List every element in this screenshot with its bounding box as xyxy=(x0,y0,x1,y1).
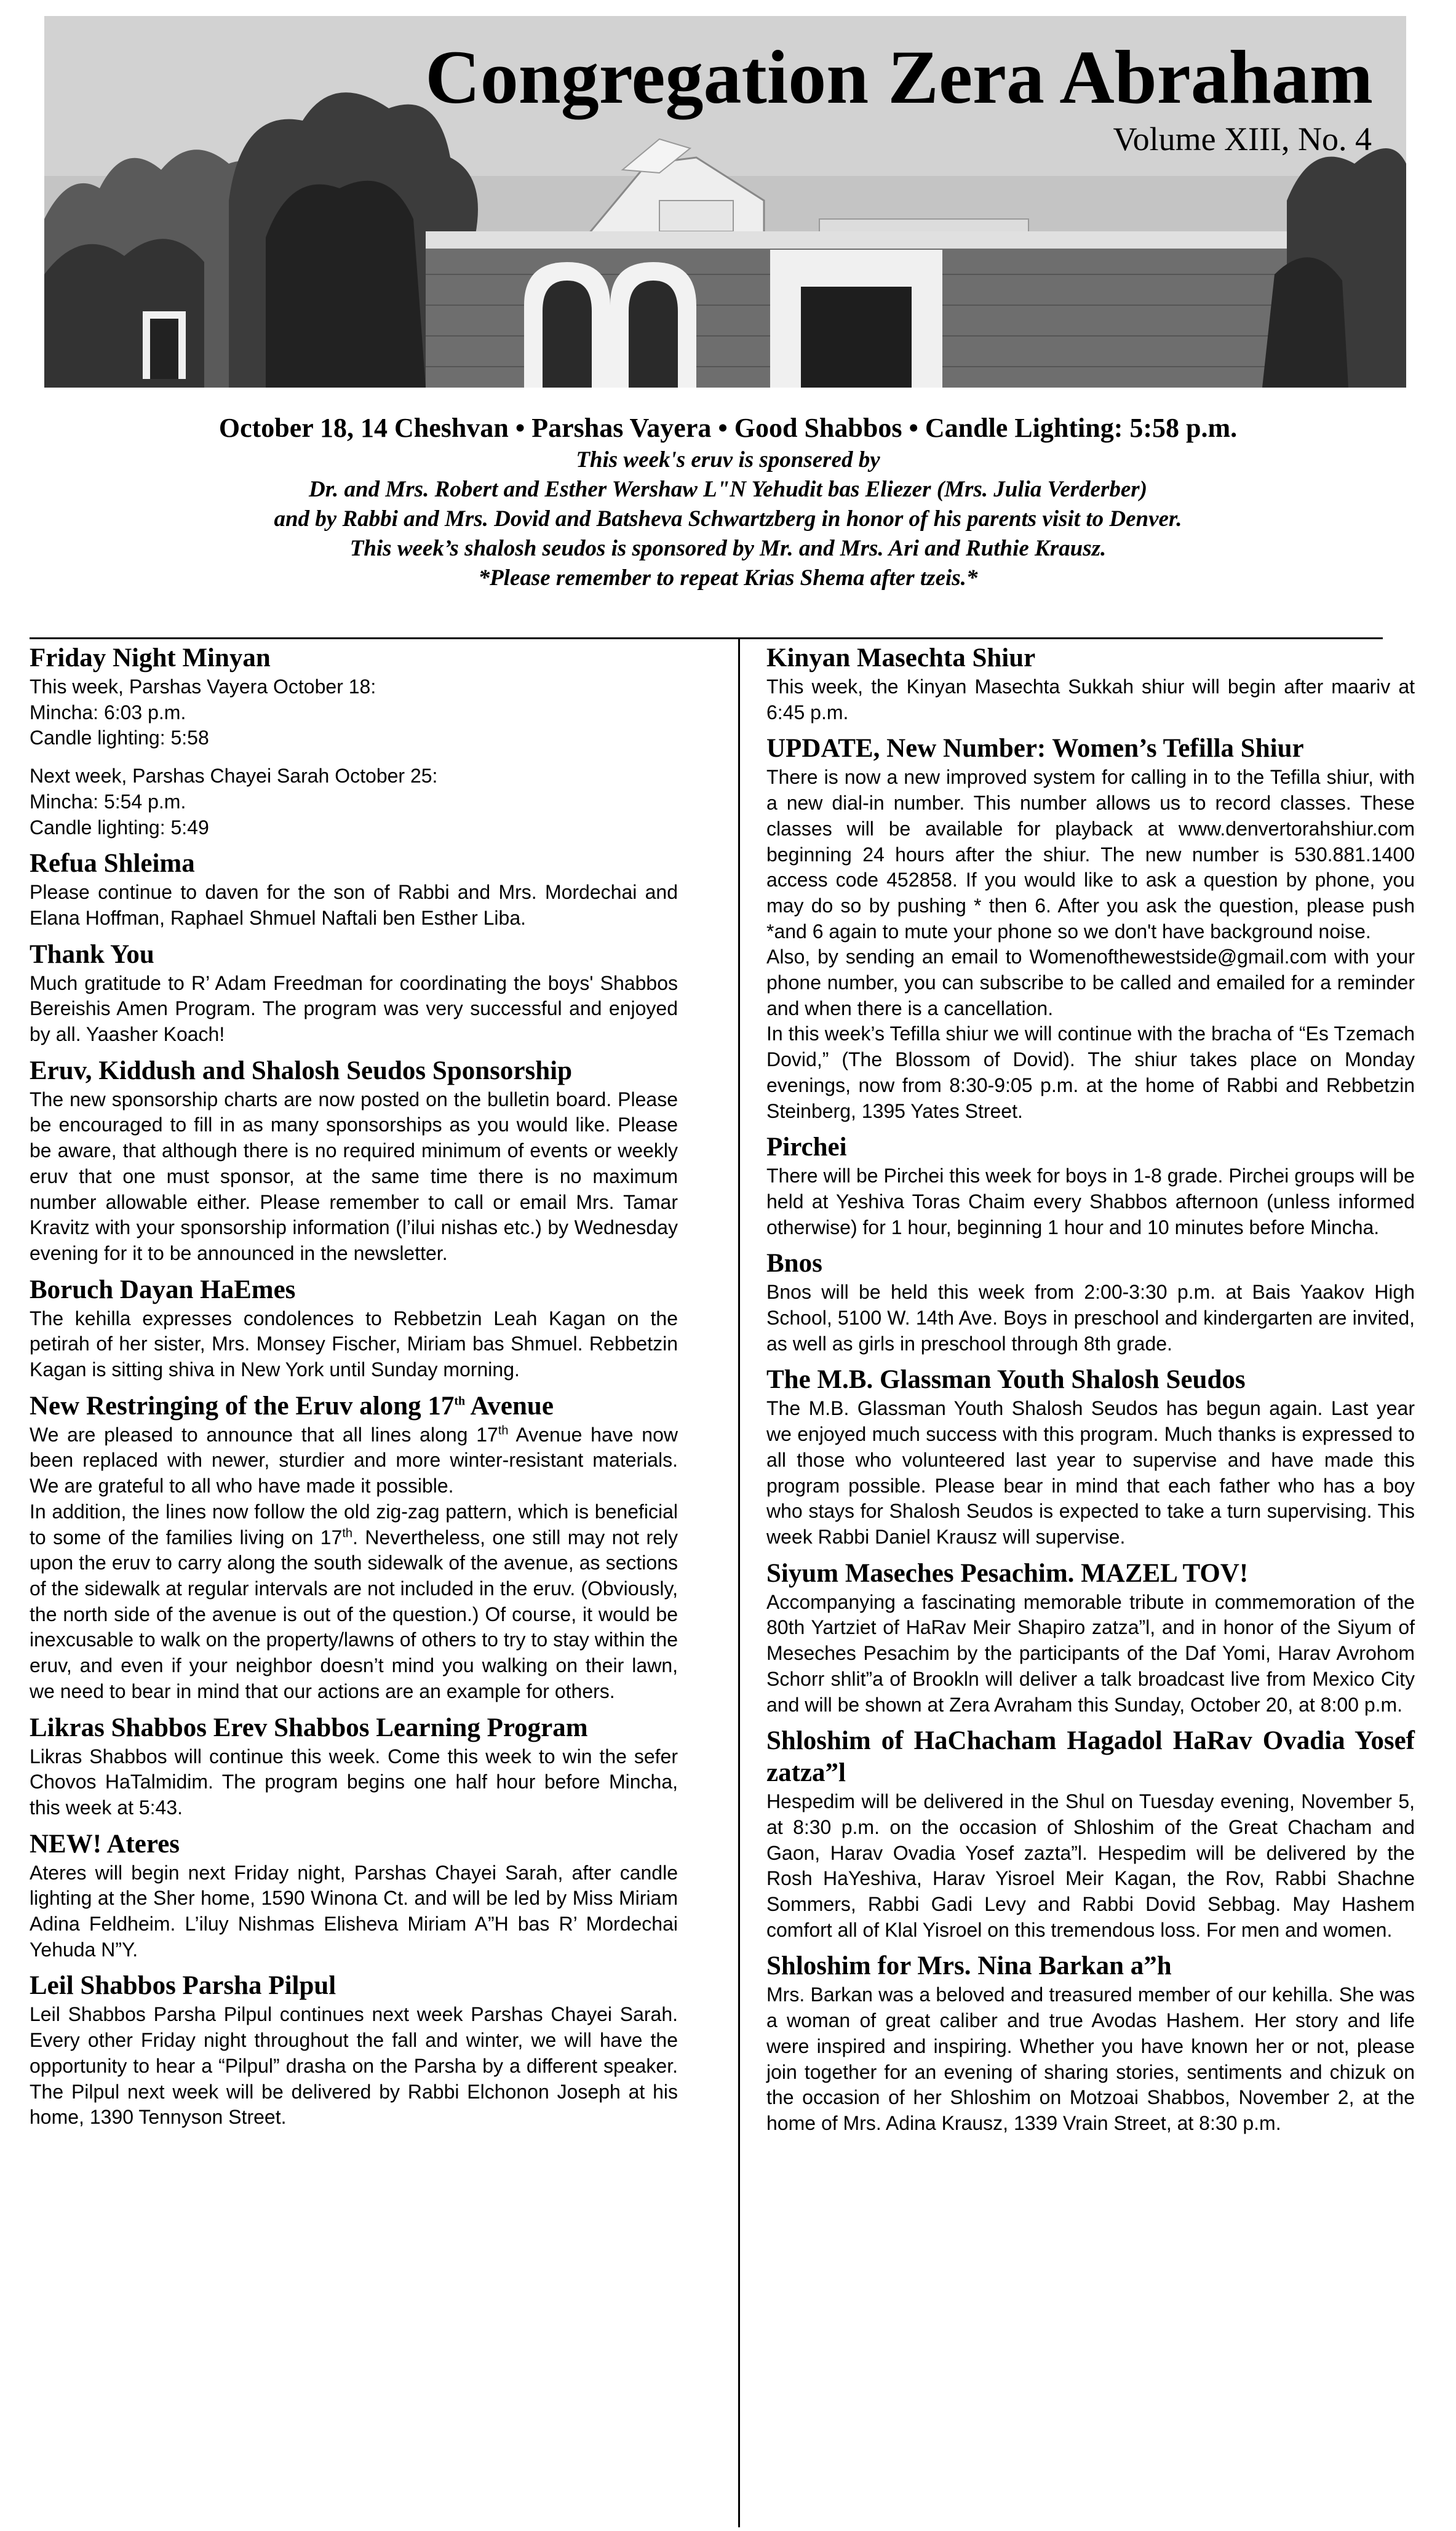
section-heading: Boruch Dayan HaEmes xyxy=(30,1275,296,1304)
section-body: Mrs. Barkan was a beloved and treasured member of our kehilla. She was a woman of great caliber and true Avodas Hashem. Her story and life were inspired and inspiring. Whether you have known her or not, please join together for an evening of sharing stories, sentiments and chizuk on the occasion of her Shloshim on Motzoai Shabbos, November 2, at the home of Mrs. Adina Krausz, 1339 Vrain Street, at 8:30 p.m. xyxy=(766,1983,1415,2134)
volume-number: Volume XIII, No. 4 xyxy=(1113,121,1372,157)
body-text: Avenue have now been replaced with newer, sturdier and more winter-resistant materials. We are grateful to all who have made it possible. xyxy=(30,1423,678,1497)
section-friday-minyan xyxy=(30,642,678,840)
section-body: Hespedim will be delivered in the Shul on Tuesday evening, November 5, at 8:30 p.m. on the occasion of Shloshim of the Great Chacham and Gaon, Harav Ovadia Yosef zazta”l. Hespedim will be delivered by the Rosh HaYeshiva, Harav Yisroel Meir Kagan, the Rov, Rabbi Shachne Sommers, Rabbi Gadi Levy and Rabbi Dovid Sebbag. May Hashem comfort all of Klal Yisroel on this tremendous loss. For men and women. xyxy=(766,1790,1415,1941)
body-text: We are pleased to announce that all lines along 17 xyxy=(30,1423,498,1446)
right-column xyxy=(766,642,1415,2144)
section-body: Please continue to daven for the son of Rabbi and Mrs. Mordechai and Elana Hoffman, Raphael Shmuel Naftali ben Esther Liba. xyxy=(30,881,678,929)
left-column xyxy=(30,642,678,2138)
section-body: The kehilla expresses condolences to Rebbetzin Leah Kagan on the petirah of her sister, Mrs. Monsey Fischer, Miriam bas Shmuel. Rebbetzin Kagan is sitting shiva in New York until Sunday morning. xyxy=(30,1307,678,1381)
section-parsha-pilpul xyxy=(30,1970,678,2130)
section-body: Much gratitude to R’ Adam Freedman for coordinating the boys' Shabbos Bereishis Amen Program. The program was very successful and enjoyed by all. Yaasher Koach! xyxy=(30,971,678,1046)
sponsor-line: and by Rabbi and Mrs. Dovid and Batsheva Schwartzberg in honor of his parents visit to Denver. xyxy=(274,506,1182,532)
section-shloshim-barkan xyxy=(766,1950,1415,2136)
schedule-line: This week, Parshas Vayera October 18: xyxy=(30,676,376,698)
section-siyum-pesachim xyxy=(766,1558,1415,1718)
section-body: There will be Pirchei this week for boys in 1-8 grade. Pirchei groups will be held at Yeshiva Toras Chaim every Shabbos afternoon (unless informed otherwise) for 1 hour, beginning 1 hour and 10 minutes before Mincha. xyxy=(766,1165,1415,1238)
body-text: . Nevertheless, one still may not rely upon the eruv to carry along the south sidewalk of the avenue, as sections of the sidewalk at regular intervals are not included in the eruv. (Obviously, the north side of the avenue is out of the question.) Of course, it would be inexcusable to walk on the property/lawns of others to try to stay within the eruv, and even if your neighbor doesn’t mind you walking on their lawn, we need to bear in mind that our actions are an example for others. xyxy=(30,1526,678,1702)
newsletter-title: Congregation Zera Abraham xyxy=(425,35,1373,119)
heading-text: New Restringing of the Eruv along 17 xyxy=(30,1391,455,1421)
section-body: The new sponsorship charts are now posted on the bulletin board. Please be encouraged to fill in as many sponsorships as you would like. Please be aware, that although there is no required minimum of events or weekly eruv that one must sponsor, at the same time there is no maximum number allowable either. Please remember to call or email Mrs. Tamar Kravitz with your sponsorship information (l’ilui nishas etc.) by Wednesday evening for it to be announced in the newsletter. xyxy=(30,1088,678,1264)
section-heading: Shloshim for Mrs. Nina Barkan a”h xyxy=(766,1951,1172,1981)
sponsor-line: This week’s shalosh seudos is sponsored by Mr. and Mrs. Ari and Ruthie Krausz. xyxy=(349,536,1107,561)
section-refua-shleima xyxy=(30,848,678,931)
section-body: Accompanying a fascinating memorable tribute in commemoration of the 80th Yartziet of HaRav Meir Shapiro zatza”l, and in honor of the Siyum of Meseches Pesachim by the participants of the Daf Yomi, Harav Avrohom Schorr shlit”a of Brookln will deliver a talk broadcast live from Mexico City and will be shown at Zera Avraham this Sunday, October 20, at 8:00 p.m. xyxy=(766,1590,1415,1716)
schedule-line: Next week, Parshas Chayei Sarah October 25: xyxy=(30,765,438,787)
banner xyxy=(37,411,1419,593)
section-pirchei xyxy=(766,1131,1415,1240)
section-heading: Siyum Maseches Pesachim. MAZEL TOV! xyxy=(766,1558,1249,1588)
section-eruv-restringing xyxy=(30,1390,678,1705)
section-likras-shabbos xyxy=(30,1712,678,1821)
schedule-line: Candle lighting: 5:49 xyxy=(30,816,209,839)
section-boruch-dayan xyxy=(30,1274,678,1383)
section-thank-you xyxy=(30,939,678,1048)
superscript: th xyxy=(498,1424,509,1438)
superscript: th xyxy=(454,1394,466,1408)
schedule-line: Candle lighting: 5:58 xyxy=(30,727,209,749)
section-heading: UPDATE, New Number: Women’s Tefilla Shiur xyxy=(766,734,1304,763)
sponsor-line: Dr. and Mrs. Robert and Esther Wershaw L"N Yehudit bas Eliezer (Mrs. Julia Verderber) xyxy=(308,477,1148,502)
section-body: In this week’s Tefilla shiur we will continue with the bracha of “Es Tzemach Dovid,” (The Blossom of Dovid). The shiur takes place on Monday evenings, now from 8:30-9:05 p.m. at the home of Rabbi and Rebbetzin Steinberg, 1395 Yates Street. xyxy=(766,1022,1415,1122)
section-heading: Leil Shabbos Parsha Pilpul xyxy=(30,1971,336,2001)
heading-text: Avenue xyxy=(465,1391,554,1421)
sponsor-line: This week's eruv is sponsered by xyxy=(576,447,880,472)
section-heading: Shloshim of HaChacham Hagadol HaRav Ovadia Yosef zatza”l xyxy=(766,1726,1415,1788)
section-kinyan-masechta xyxy=(766,642,1415,725)
section-heading: Eruv, Kiddush and Shalosh Seudos Sponsorship xyxy=(30,1056,572,1085)
section-heading: NEW! Ateres xyxy=(30,1829,180,1859)
schedule-line: Mincha: 6:03 p.m. xyxy=(30,701,186,723)
section-heading: The M.B. Glassman Youth Shalosh Seudos xyxy=(766,1365,1246,1395)
section-heading: Pirchei xyxy=(766,1133,847,1162)
section-heading: Friday Night Minyan xyxy=(30,644,271,672)
section-heading: Kinyan Masechta Shiur xyxy=(766,644,1036,672)
masthead xyxy=(44,16,1406,388)
section-glassman-shalosh-seudos xyxy=(766,1364,1415,1550)
section-tefilla-shiur xyxy=(766,733,1415,1124)
section-shloshim-ovadia-yosef xyxy=(766,1725,1415,1943)
body-text: In addition, the lines now follow the old zig-zag pattern, which is beneficial to some of the families living on 17 xyxy=(30,1500,678,1548)
schedule-line: Mincha: 5:54 p.m. xyxy=(30,790,186,813)
section-eruv-sponsorship xyxy=(30,1055,678,1267)
section-heading: Likras Shabbos Erev Shabbos Learning Program xyxy=(30,1713,588,1742)
section-body: This week, the Kinyan Masechta Sukkah shiur will begin after maariv at 6:45 p.m. xyxy=(766,676,1415,723)
section-heading: Refua Shleima xyxy=(30,849,195,879)
section-body: There is now a new improved system for calling in to the Tefilla shiur, with a new dial-in number. This number allows us to record classes. These classes will be available for playback at www.denvertorahshiur.com beginning 24 hours after the shiur. The new number is 530.881.1400 access code 452858. If you would like to ask a question by phone, you may do so by pushing * then 6. After you ask the question, please push *and 6 again to mute your phone so we don't have background noise. xyxy=(766,766,1415,943)
superscript: th xyxy=(342,1526,353,1540)
section-body: Bnos will be held this week from 2:00-3:30 p.m. at Bais Yaakov High School, 5100 W. 14th Ave. Boys in preschool and kindergarten are invited, as well as girls in preschool through 8th grade. xyxy=(766,1281,1415,1355)
section-heading: Thank You xyxy=(30,939,154,969)
section-body: Likras Shabbos will continue this week. Come this week to win the sefer Chovos HaTalmidim. The program begins one half hour before Mincha, this week at 5:43. xyxy=(30,1745,678,1819)
section-body xyxy=(30,1422,678,1499)
section-heading xyxy=(30,1390,678,1422)
section-heading: Bnos xyxy=(766,1249,822,1278)
section-ateres xyxy=(30,1828,678,1963)
section-body: Also, by sending an email to Womenofthewestside@gmail.com with your phone number, you can subscribe to be called and emailed for a reminder and when there is a cancellation. xyxy=(766,946,1415,1019)
horizontal-rule xyxy=(30,637,1383,639)
section-body: The M.B. Glassman Youth Shalosh Seudos has begun again. Last year we enjoyed much success with this program. Much thanks is expressed to all those who volunteered last year to supervise and have made this program possible. Please bear in mind that each father who has a boy who stays for Shalosh Seudos is expected to take a turn supervising. This week Rabbi Daniel Krausz will supervise. xyxy=(766,1397,1415,1548)
section-body: Ateres will begin next Friday night, Parshas Chayei Sarah, after candle lighting at the Sher home, 1590 Winona Ct. and will be led by Miss Miriam Adina Feldheim. L’iluy Nishmas Elisheva Miriam A”H bas R’ Mordechai Yehuda N”Y. xyxy=(30,1861,678,1961)
section-body xyxy=(30,1499,678,1705)
section-body: Leil Shabbos Parsha Pilpul continues next week Parshas Chayei Sarah. Every other Friday night throughout the fall and winter, we will have the opportunity to hear a “Pilpul” drasha on the Parsha by a different speaker. The Pilpul next week will be delivered by Rabbi Elchonon Joseph at his home, 1390 Tennyson Street. xyxy=(30,2003,678,2129)
column-divider xyxy=(738,637,740,2527)
reminder-line: *Please remember to repeat Krias Shema after tzeis.* xyxy=(478,565,978,591)
dateline: October 18, 14 Cheshvan • Parshas Vayera • Good Shabbos • Candle Lighting: 5:58 p.m. xyxy=(218,413,1238,443)
section-bnos xyxy=(766,1248,1415,1357)
